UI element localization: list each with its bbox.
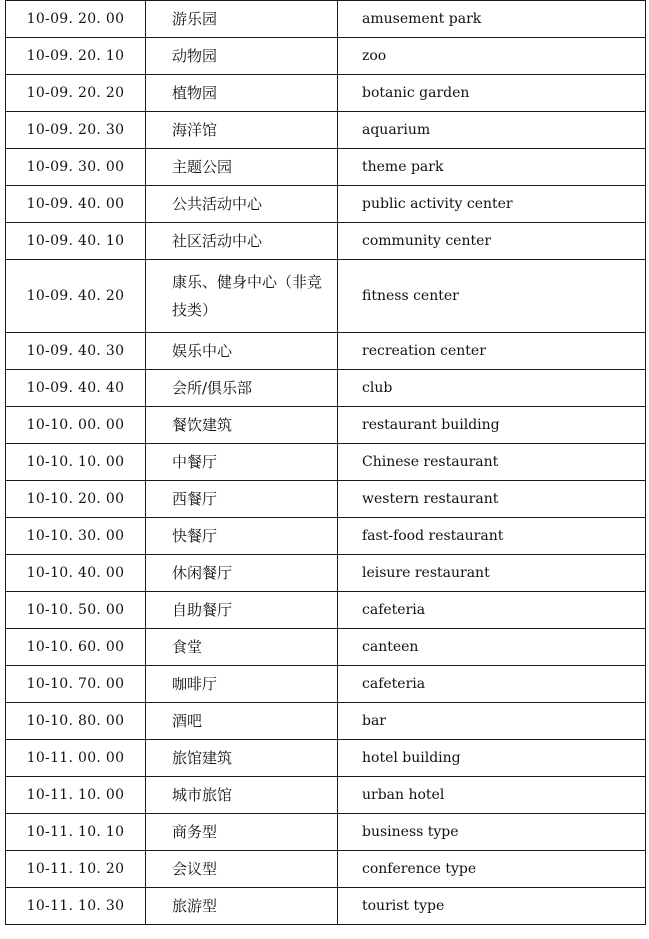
code-cell: 10-11. 10. 20 [6, 851, 146, 888]
table-row [6, 666, 646, 703]
code-cell: 10-10. 70. 00 [6, 666, 146, 703]
chinese-term-cell: 快餐厅 [146, 518, 338, 555]
english-term-cell: zoo [338, 38, 646, 75]
english-term-cell: cafeteria [338, 666, 646, 703]
chinese-term-cell: 社区活动中心 [146, 223, 338, 260]
code-cell: 10-09. 20. 10 [6, 38, 146, 75]
table-row [6, 260, 646, 333]
english-term-cell: hotel building [338, 740, 646, 777]
table-row [6, 888, 646, 925]
code-cell: 10-09. 30. 00 [6, 149, 146, 186]
code-cell: 10-11. 10. 00 [6, 777, 146, 814]
english-term-cell: botanic garden [338, 75, 646, 112]
table-row [6, 407, 646, 444]
chinese-term-cell: 旅游型 [146, 888, 338, 925]
chinese-term-cell: 康乐、健身中心（非竞技类） [146, 260, 338, 333]
table-row [6, 38, 646, 75]
chinese-term-cell: 旅馆建筑 [146, 740, 338, 777]
code-cell: 10-09. 40. 10 [6, 223, 146, 260]
english-term-cell: restaurant building [338, 407, 646, 444]
chinese-term-cell: 主题公园 [146, 149, 338, 186]
chinese-term-cell: 餐饮建筑 [146, 407, 338, 444]
code-cell: 10-09. 20. 20 [6, 75, 146, 112]
chinese-term-cell: 植物园 [146, 75, 338, 112]
code-cell: 10-09. 40. 40 [6, 370, 146, 407]
chinese-term-cell: 会所/俱乐部 [146, 370, 338, 407]
code-cell: 10-11. 10. 10 [6, 814, 146, 851]
english-term-cell: urban hotel [338, 777, 646, 814]
english-term-cell: western restaurant [338, 481, 646, 518]
table-body [6, 1, 646, 925]
chinese-term-cell: 西餐厅 [146, 481, 338, 518]
chinese-term-cell: 海洋馆 [146, 112, 338, 149]
chinese-term-cell: 会议型 [146, 851, 338, 888]
english-term-cell: fitness center [338, 260, 646, 333]
code-cell: 10-10. 40. 00 [6, 555, 146, 592]
english-term-cell: community center [338, 223, 646, 260]
table-row [6, 851, 646, 888]
code-cell: 10-10. 30. 00 [6, 518, 146, 555]
chinese-term-cell: 城市旅馆 [146, 777, 338, 814]
code-cell: 10-10. 10. 00 [6, 444, 146, 481]
code-cell: 10-09. 40. 00 [6, 186, 146, 223]
code-cell: 10-10. 80. 00 [6, 703, 146, 740]
english-term-cell: theme park [338, 149, 646, 186]
english-term-cell: public activity center [338, 186, 646, 223]
code-cell: 10-10. 00. 00 [6, 407, 146, 444]
chinese-term-cell: 动物园 [146, 38, 338, 75]
english-term-cell: conference type [338, 851, 646, 888]
english-term-cell: Chinese restaurant [338, 444, 646, 481]
table-row [6, 555, 646, 592]
english-term-cell: recreation center [338, 333, 646, 370]
english-term-cell: club [338, 370, 646, 407]
code-cell: 10-10. 20. 00 [6, 481, 146, 518]
table-row [6, 518, 646, 555]
chinese-term-cell: 娱乐中心 [146, 333, 338, 370]
table-row [6, 75, 646, 112]
english-term-cell: business type [338, 814, 646, 851]
code-cell: 10-09. 20. 00 [6, 1, 146, 38]
table-row [6, 444, 646, 481]
english-term-cell: leisure restaurant [338, 555, 646, 592]
code-cell: 10-11. 00. 00 [6, 740, 146, 777]
table-row [6, 333, 646, 370]
table-row [6, 592, 646, 629]
chinese-term-cell: 公共活动中心 [146, 186, 338, 223]
table-row [6, 112, 646, 149]
chinese-term-cell: 咖啡厅 [146, 666, 338, 703]
table-row [6, 740, 646, 777]
table-row [6, 370, 646, 407]
table-row [6, 703, 646, 740]
chinese-term-cell: 商务型 [146, 814, 338, 851]
table-row [6, 149, 646, 186]
table-row [6, 186, 646, 223]
code-cell: 10-09. 40. 20 [6, 260, 146, 333]
table-row [6, 481, 646, 518]
english-term-cell: cafeteria [338, 592, 646, 629]
chinese-term-cell: 游乐园 [146, 1, 338, 38]
chinese-term-cell: 休闲餐厅 [146, 555, 338, 592]
table-row [6, 777, 646, 814]
chinese-term-cell: 食堂 [146, 629, 338, 666]
table-row [6, 223, 646, 260]
chinese-term-cell: 酒吧 [146, 703, 338, 740]
terminology-table [5, 0, 646, 925]
chinese-term-cell: 自助餐厅 [146, 592, 338, 629]
code-cell: 10-09. 40. 30 [6, 333, 146, 370]
english-term-cell: canteen [338, 629, 646, 666]
table-row [6, 629, 646, 666]
table-row [6, 1, 646, 38]
code-cell: 10-10. 60. 00 [6, 629, 146, 666]
english-term-cell: tourist type [338, 888, 646, 925]
english-term-cell: aquarium [338, 112, 646, 149]
english-term-cell: amusement park [338, 1, 646, 38]
code-cell: 10-10. 50. 00 [6, 592, 146, 629]
code-cell: 10-11. 10. 30 [6, 888, 146, 925]
code-cell: 10-09. 20. 30 [6, 112, 146, 149]
chinese-term-cell: 中餐厅 [146, 444, 338, 481]
table-row [6, 814, 646, 851]
english-term-cell: bar [338, 703, 646, 740]
english-term-cell: fast-food restaurant [338, 518, 646, 555]
